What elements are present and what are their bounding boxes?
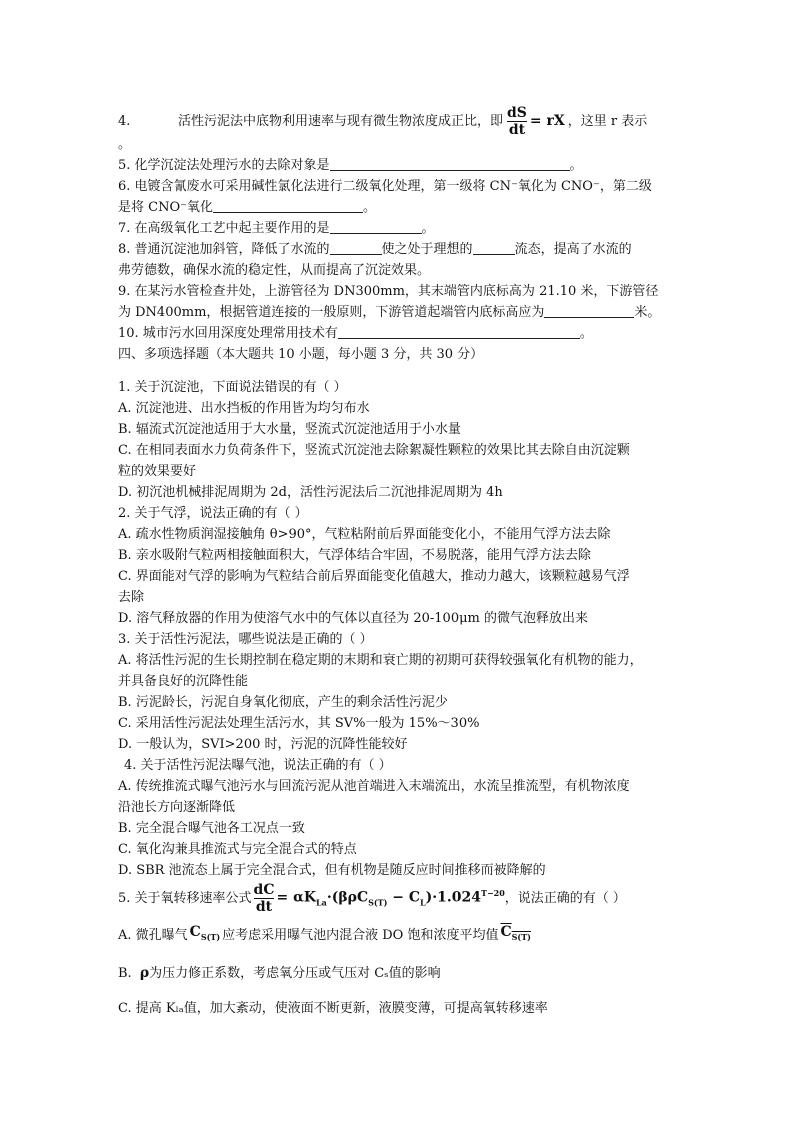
spacer (118, 984, 678, 998)
end-mark: 。 (362, 200, 376, 215)
option-text: 应考虑采用曝气池内混合液 DO 饱和浓度平均值 (222, 927, 499, 943)
option-4c[interactable]: C. 氧化沟兼具推流式与完全混合式的特点 (118, 842, 357, 857)
option-2b[interactable]: B. 亲水吸附气粒两相接触面积大，气浮体结合牢固，不易脱落，能用气浮方法去除 (118, 548, 591, 563)
answer-blank[interactable] (330, 240, 382, 255)
end-mark: 米。 (634, 305, 661, 320)
symbol-c: C (500, 924, 512, 941)
question-text-tail: ，这里 r 表示 (567, 113, 648, 129)
formula-fraction (254, 883, 275, 914)
answer-blank[interactable] (330, 219, 422, 234)
rho-symbol: ρ (139, 965, 150, 981)
fraction-numerator: dS (507, 104, 527, 121)
mc-question-3: 3. 关于活性污泥法，哪些说法是正确的（ ） (118, 632, 373, 647)
question-text: 为 DN400mm，根据管道连接的一般原则，下游管道起端管内底标高应为 (118, 305, 545, 320)
end-mark: 。 (569, 158, 583, 173)
formula-part: = αK (276, 889, 317, 906)
fill-question-8-line1 (118, 239, 678, 260)
option-4b[interactable]: B. 完全混合曝气池各工况点一致 (118, 821, 305, 836)
answer-blank[interactable] (330, 156, 570, 171)
option-text: B. (118, 966, 132, 981)
fraction-numerator: dC (253, 881, 275, 898)
saturation-concentration-symbol (190, 922, 220, 948)
exam-page (118, 104, 678, 1019)
section-heading: 四、多项选择题（本大题共 10 小题，每小题 3 分，共 30 分） (118, 347, 484, 362)
option-3a-line2[interactable]: 并具备良好的沉降性能 (118, 674, 249, 689)
question-text: 活性污泥法中底物利用速率与现有微生物浓度成正比，即 (178, 113, 504, 129)
formula-rhs: = rX (529, 112, 565, 129)
option-3c[interactable]: C. 采用活性污泥法处理生活污水，其 SV%一般为 15%～30% (118, 716, 480, 731)
formula-subscript: L (420, 897, 426, 908)
end-mark: 。 (579, 326, 593, 341)
question-text: 5. 化学沉淀法处理污水的去除对象是 (118, 158, 330, 173)
question-text: 5. 关于氧转移速率公式 (118, 890, 252, 906)
formula-part: ·(βρC (326, 889, 369, 906)
option-3d[interactable]: D. 一般认为，SVI>200 时，污泥的沉降性能较好 (118, 737, 408, 752)
mc-question-1: 1. 关于沉淀池，下面说法错误的有（ ） (118, 380, 347, 395)
fill-question-4 (118, 104, 678, 138)
average-saturation-symbol (500, 922, 530, 948)
option-1c-line1[interactable]: C. 在相同表面水力负荷条件下，竖流式沉淀池去除絮凝性颗粒的效果比其去除自由沉淀颗 (118, 443, 630, 458)
fill-question-7 (118, 218, 678, 239)
option-1d[interactable]: D. 初沉池机械排泥周期为 2d，活性污泥法后二沉池排泥周期为 4h (118, 485, 503, 500)
option-4a-line1[interactable]: A. 传统推流式曝气池污水与回流污泥从池首端进入末端流出，水流呈推流型，有机物浓度 (118, 779, 630, 794)
symbol-subscript: S(T) (200, 931, 221, 942)
fill-question-10 (118, 323, 678, 344)
symbol-c: C (189, 924, 201, 941)
spacer (118, 949, 678, 963)
answer-blank[interactable] (338, 324, 580, 339)
option-2c-line2[interactable]: 去除 (118, 590, 145, 605)
option-2c-line1[interactable]: C. 界面能对气浮的影响为气粒结合前后界面能变化值越大，推动力越大，该颗粒越易气浮 (118, 569, 630, 584)
mc-question-5 (118, 881, 678, 915)
question-text: 8. 普通沉淀池加斜管，降低了水流的 (118, 242, 330, 257)
option-5b[interactable] (118, 963, 678, 984)
question-text: 使之处于理想的 (381, 242, 473, 257)
option-1a[interactable]: A. 沉淀池进、出水挡板的作用皆为均匀布水 (118, 401, 370, 416)
formula-subscript: La (316, 897, 327, 908)
fill-question-5 (118, 155, 678, 176)
question-text-tail: ，说法正确的有（ ） (504, 890, 626, 906)
answer-blank[interactable] (473, 240, 515, 255)
answer-blank[interactable] (213, 198, 363, 213)
formula-subscript: S(T) (368, 897, 388, 908)
option-5c[interactable]: C. 提高 Kₗₐ值，加大紊动，使液面不断更新，液膜变薄，可提高氧转移速率 (118, 1001, 548, 1016)
symbol-subscript: S(T) (511, 931, 531, 942)
question-text: 10. 城市污水回用深度处理常用技术有 (118, 326, 338, 341)
mc-question-2: 2. 关于气浮，说法正确的有（ ） (118, 506, 308, 521)
question-text: 流态，提高了水流的 (514, 242, 632, 257)
formula-part: − C (387, 889, 421, 906)
spacer (118, 365, 678, 377)
option-3b[interactable]: B. 污泥龄长，污泥自身氧化彻底，产生的剩余活性污泥少 (118, 695, 448, 710)
fill-question-8-line2: 弗劳德数，确保水流的稳定性，从而提高了沉淀效果。 (118, 263, 431, 278)
formula-superscript: T−20 (481, 887, 505, 898)
fill-question-6-line2 (118, 197, 678, 218)
option-2a[interactable]: A. 疏水性物质润湿接触角 θ>90°，气粒粘附前后界面能变化小，不能用气浮方法去除 (118, 527, 611, 542)
fill-question-6-line1: 6. 电镀含氰废水可采用碱性氯化法进行二级氧化处理，第一级将 CN⁻氧化为 CNO⁻，第二级 (118, 179, 652, 194)
question-text: 7. 在高级氧化工艺中起主要作用的是 (118, 221, 330, 236)
option-1b[interactable]: B. 辐流式沉淀池适用于大水量，竖流式沉淀池适用于小水量 (118, 422, 461, 437)
question-number: 4. (118, 113, 131, 129)
option-4a-line2[interactable]: 沿池长方向逐渐降低 (118, 800, 236, 815)
question-text: 是将 CNO⁻氧化 (118, 200, 213, 215)
option-text: 为压力修正系数，考虑氧分压或气压对 Cₛ值的影响 (149, 966, 441, 981)
fraction-denominator: dt (508, 121, 526, 138)
option-5a[interactable] (118, 921, 678, 949)
option-3a-line1[interactable]: A. 将活性污泥的生长期控制在稳定期的末期和衰亡期的初期可获得较强氧化有机物的能力， (118, 653, 643, 668)
option-1c-line2[interactable]: 粒的效果要好 (118, 464, 197, 479)
question-end-mark: 。 (118, 137, 132, 152)
answer-blank[interactable] (544, 303, 634, 318)
formula-part: )·1.024 (425, 889, 481, 906)
formula-fraction (507, 106, 527, 137)
oxygen-transfer-formula (276, 883, 504, 913)
option-2d[interactable]: D. 溶气释放器的作用为使溶气水中的气体以直径为 20-100μm 的微气泡释放出来 (118, 611, 589, 626)
option-4d[interactable]: D. SBR 池流态上属于完全混合式，但有机物是随反应时间推移而被降解的 (118, 863, 546, 878)
fill-question-9-line2 (118, 302, 678, 323)
option-text: A. 微孔曝气 (118, 927, 188, 943)
mc-question-4: 4. 关于活性污泥法曝气池，说法正确的有（ ） (124, 758, 392, 773)
fraction-denominator: dt (255, 898, 273, 915)
end-mark: 。 (421, 221, 435, 236)
fill-question-9-line1: 9. 在某污水管检查井处，上游管径为 DN300mm，其末端管内底标高为 21.10 米，下游管径 (118, 284, 659, 299)
